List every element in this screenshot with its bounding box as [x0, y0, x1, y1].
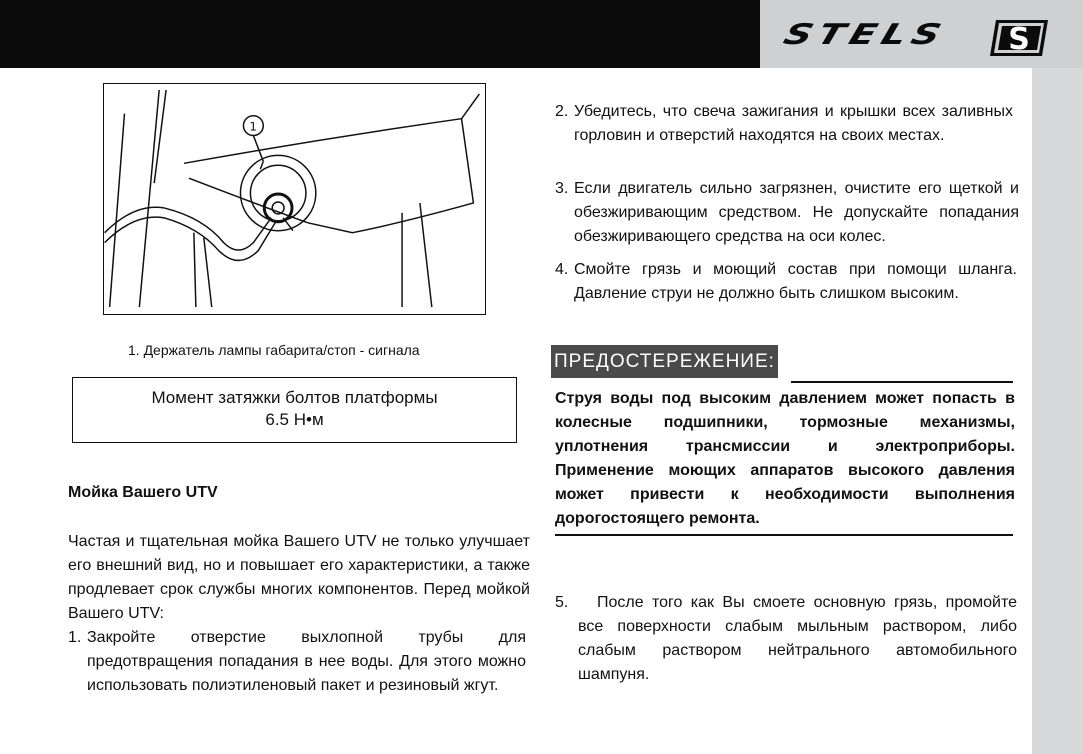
intro-paragraph: Частая и тщательная мойка Вашего UTV не только улучшает его внешний вид, но и повышает его характеристики, а также продлевает срок службы многих компонентов. Перед мойкой Вашего UTV: [68, 533, 530, 622]
header-bar [0, 0, 760, 68]
svg-text:S: S [1008, 22, 1030, 57]
step-text: Если двигатель сильно загрязнен, очистите его щеткой и обезжиривающим средством. Не допускайте попадания обезжиривающего средства на оси колес. [574, 180, 1019, 245]
lamp-holder-figure [103, 83, 486, 315]
figure-callout-number: 1 [249, 119, 257, 134]
step-1 [68, 626, 526, 698]
stels-s-badge-icon [988, 16, 1052, 60]
step-3 [555, 177, 1019, 249]
torque-spec-box [72, 377, 517, 443]
warning-divider-bottom [555, 534, 1013, 536]
step-text: Закройте отверстие выхлопной трубы для предотвращения попадания в нее воды. Для этого можно использовать полиэтиленовый пакет и резиновый жгут. [87, 629, 526, 694]
step-5 [555, 591, 1017, 687]
stels-logo: STELS [779, 17, 952, 51]
section-title: Мойка Вашего UTV [68, 484, 218, 501]
step-number: 5. [555, 594, 569, 611]
step-text: После того как Вы смоете основную грязь, промойте все поверхности слабым мыльным раствором, либо слабым раствором нейтрального автомобильного шампуня. [578, 594, 1017, 683]
right-sidebar [1032, 68, 1083, 754]
step-2 [555, 100, 1013, 148]
figure-caption: 1. Держатель лампы габарита/стоп - сигнала [128, 342, 420, 358]
step-number: 1. [68, 629, 82, 646]
step-4 [555, 258, 1017, 306]
step-number: 3. [555, 180, 569, 197]
warning-label: ПРЕДОСТЕРЕЖЕНИЕ: [551, 345, 778, 378]
warning-text: Струя воды под высоким давлением может попасть в колесные подшипники, тормозные механизмы, уплотнения трансмиссии и электроприборы. Применение моющих аппаратов высокого давления может привести к необходимости выполнения дорогостоящего ремонта. [555, 390, 1015, 527]
step-text: Смойте грязь и моющий состав при помощи шланга. Давление струи не должно быть слишком высоким. [574, 261, 1017, 302]
torque-spec-title: Момент затяжки болтов платформы [151, 388, 438, 407]
step-number: 2. [555, 103, 569, 120]
warning-divider-top [791, 381, 1013, 383]
torque-spec-value: 6.5 Н•м [265, 410, 324, 429]
step-text: Убедитесь, что свеча зажигания и крышки всех заливных горловин и отверстий находятся на своих местах. [574, 103, 1013, 144]
step-number: 4. [555, 261, 569, 278]
